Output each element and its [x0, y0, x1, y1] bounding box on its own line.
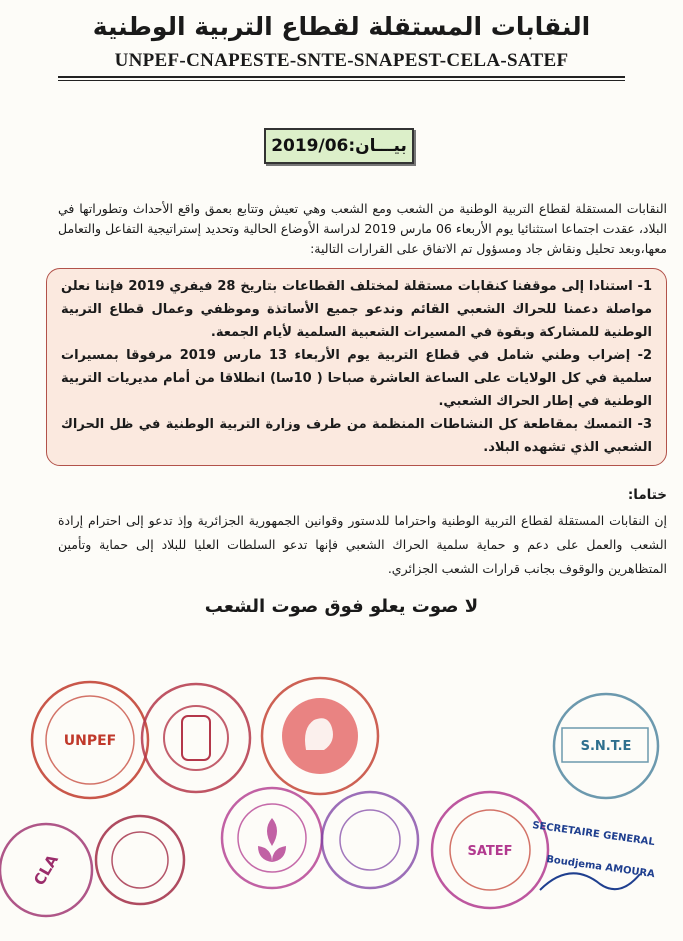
- seal-stamp: [142, 684, 250, 792]
- snte-stamp: [554, 694, 658, 798]
- unpef-stamp-text: UNPEF: [63, 733, 117, 749]
- purple-ring-stamp: [322, 792, 418, 888]
- secretary-general-stamp: [532, 820, 656, 890]
- satef-stamp-text: SATEF: [467, 844, 513, 859]
- decision-item-1: 1- استنادا إلى موقفنا كنقابات مستقلة لمختلف القطاعات بتاريخ 28 فيفري 2019 فإننا نعلن مواصلة دعمنا للحراك الشعبي القائم وندعو جميع الأساتذة وموظفي وعمال قطاع التربية الوطنية للمشاركة وبقوة في المسيرات الشعبية السلمية لأيام الجمعة.: [61, 279, 652, 340]
- decision-item-2: 2- إضراب وطني شامل في قطاع التربية يوم الأربعاء 13 مارس 2019 مرفوقا بمسيرات سلمية في كل الولايات على الساعة العاشرة صباحا ( 10سا) انطلاقا من أمام مديريات التربية الوطنية في إطار الحراك الشعبي.: [61, 348, 653, 409]
- secretary-general-title: SECRETAIRE GENERAL: [531, 820, 656, 849]
- conclusion-paragraph: إن النقابات المستقلة لقطاع التربية الوطنية واحتراما للدستور وقوانين الجمهورية الجزائرية وإذ تدعو إلى احترام إرادة الشعب والعمل على دعم و حماية سلمية الحراك الشعبي فإنها تدعو السلطات العليا للبلاد إلى حماية وتأمين المتظاهرين والوقوف بجانب قرارات الشعب الجزائري.: [58, 513, 667, 576]
- statement-number: بيـــان:2019/06: [271, 136, 407, 156]
- decision-item-3: 3- التمسك بمقاطعة كل النشاطات المنظمة من طرف وزارة التربية الوطنية في ظل الحراك الشعبي الذي تشهده البلاد.: [61, 417, 652, 455]
- slogan: لا صوت يعلو فوق صوت الشعب: [204, 596, 479, 617]
- decisions-box: [46, 268, 667, 466]
- conclusion-heading: ختاما:: [627, 487, 667, 503]
- secretary-general-name: Boudjema AMOURA: [545, 854, 656, 881]
- cla-stamp: [0, 824, 92, 916]
- satef-stamp: [432, 792, 548, 908]
- fist-stamp: [262, 678, 378, 794]
- unions-acronyms: UNPEF-CNAPESTE-SNTE-SNAPEST-CELA-SATEF: [114, 50, 569, 71]
- header-divider-thin: [58, 80, 625, 81]
- snte-stamp-text: S.N.T.E: [580, 739, 632, 754]
- unpef-stamp: [32, 682, 148, 798]
- intro-paragraph: النقابات المستقلة لقطاع التربية الوطنية من الشعب ومع الشعب وهي تعيش وتتابع بعمق واقع الأحداث وتطوراتها في البلاد، عقدت اجتماعا استثنائيا يوم الأربعاء 06 مارس 2019 لدراسة الأوضاع الحالية وتحديد إستراتيجية التفاعل والتعامل معها،وبعد تحليل ونقاش جاد ومسؤول تم الاتفاق على القرارات التالية:: [58, 201, 667, 256]
- header-divider: [58, 76, 625, 78]
- document-title: النقابات المستقلة لقطاع التربية الوطنية: [92, 12, 591, 41]
- cla-stamp-text: CLA: [30, 851, 62, 889]
- emblem-stamp: [96, 816, 184, 904]
- stamps-area: [0, 650, 683, 941]
- statement-number-box: [264, 128, 414, 164]
- flower-stamp: [222, 788, 322, 888]
